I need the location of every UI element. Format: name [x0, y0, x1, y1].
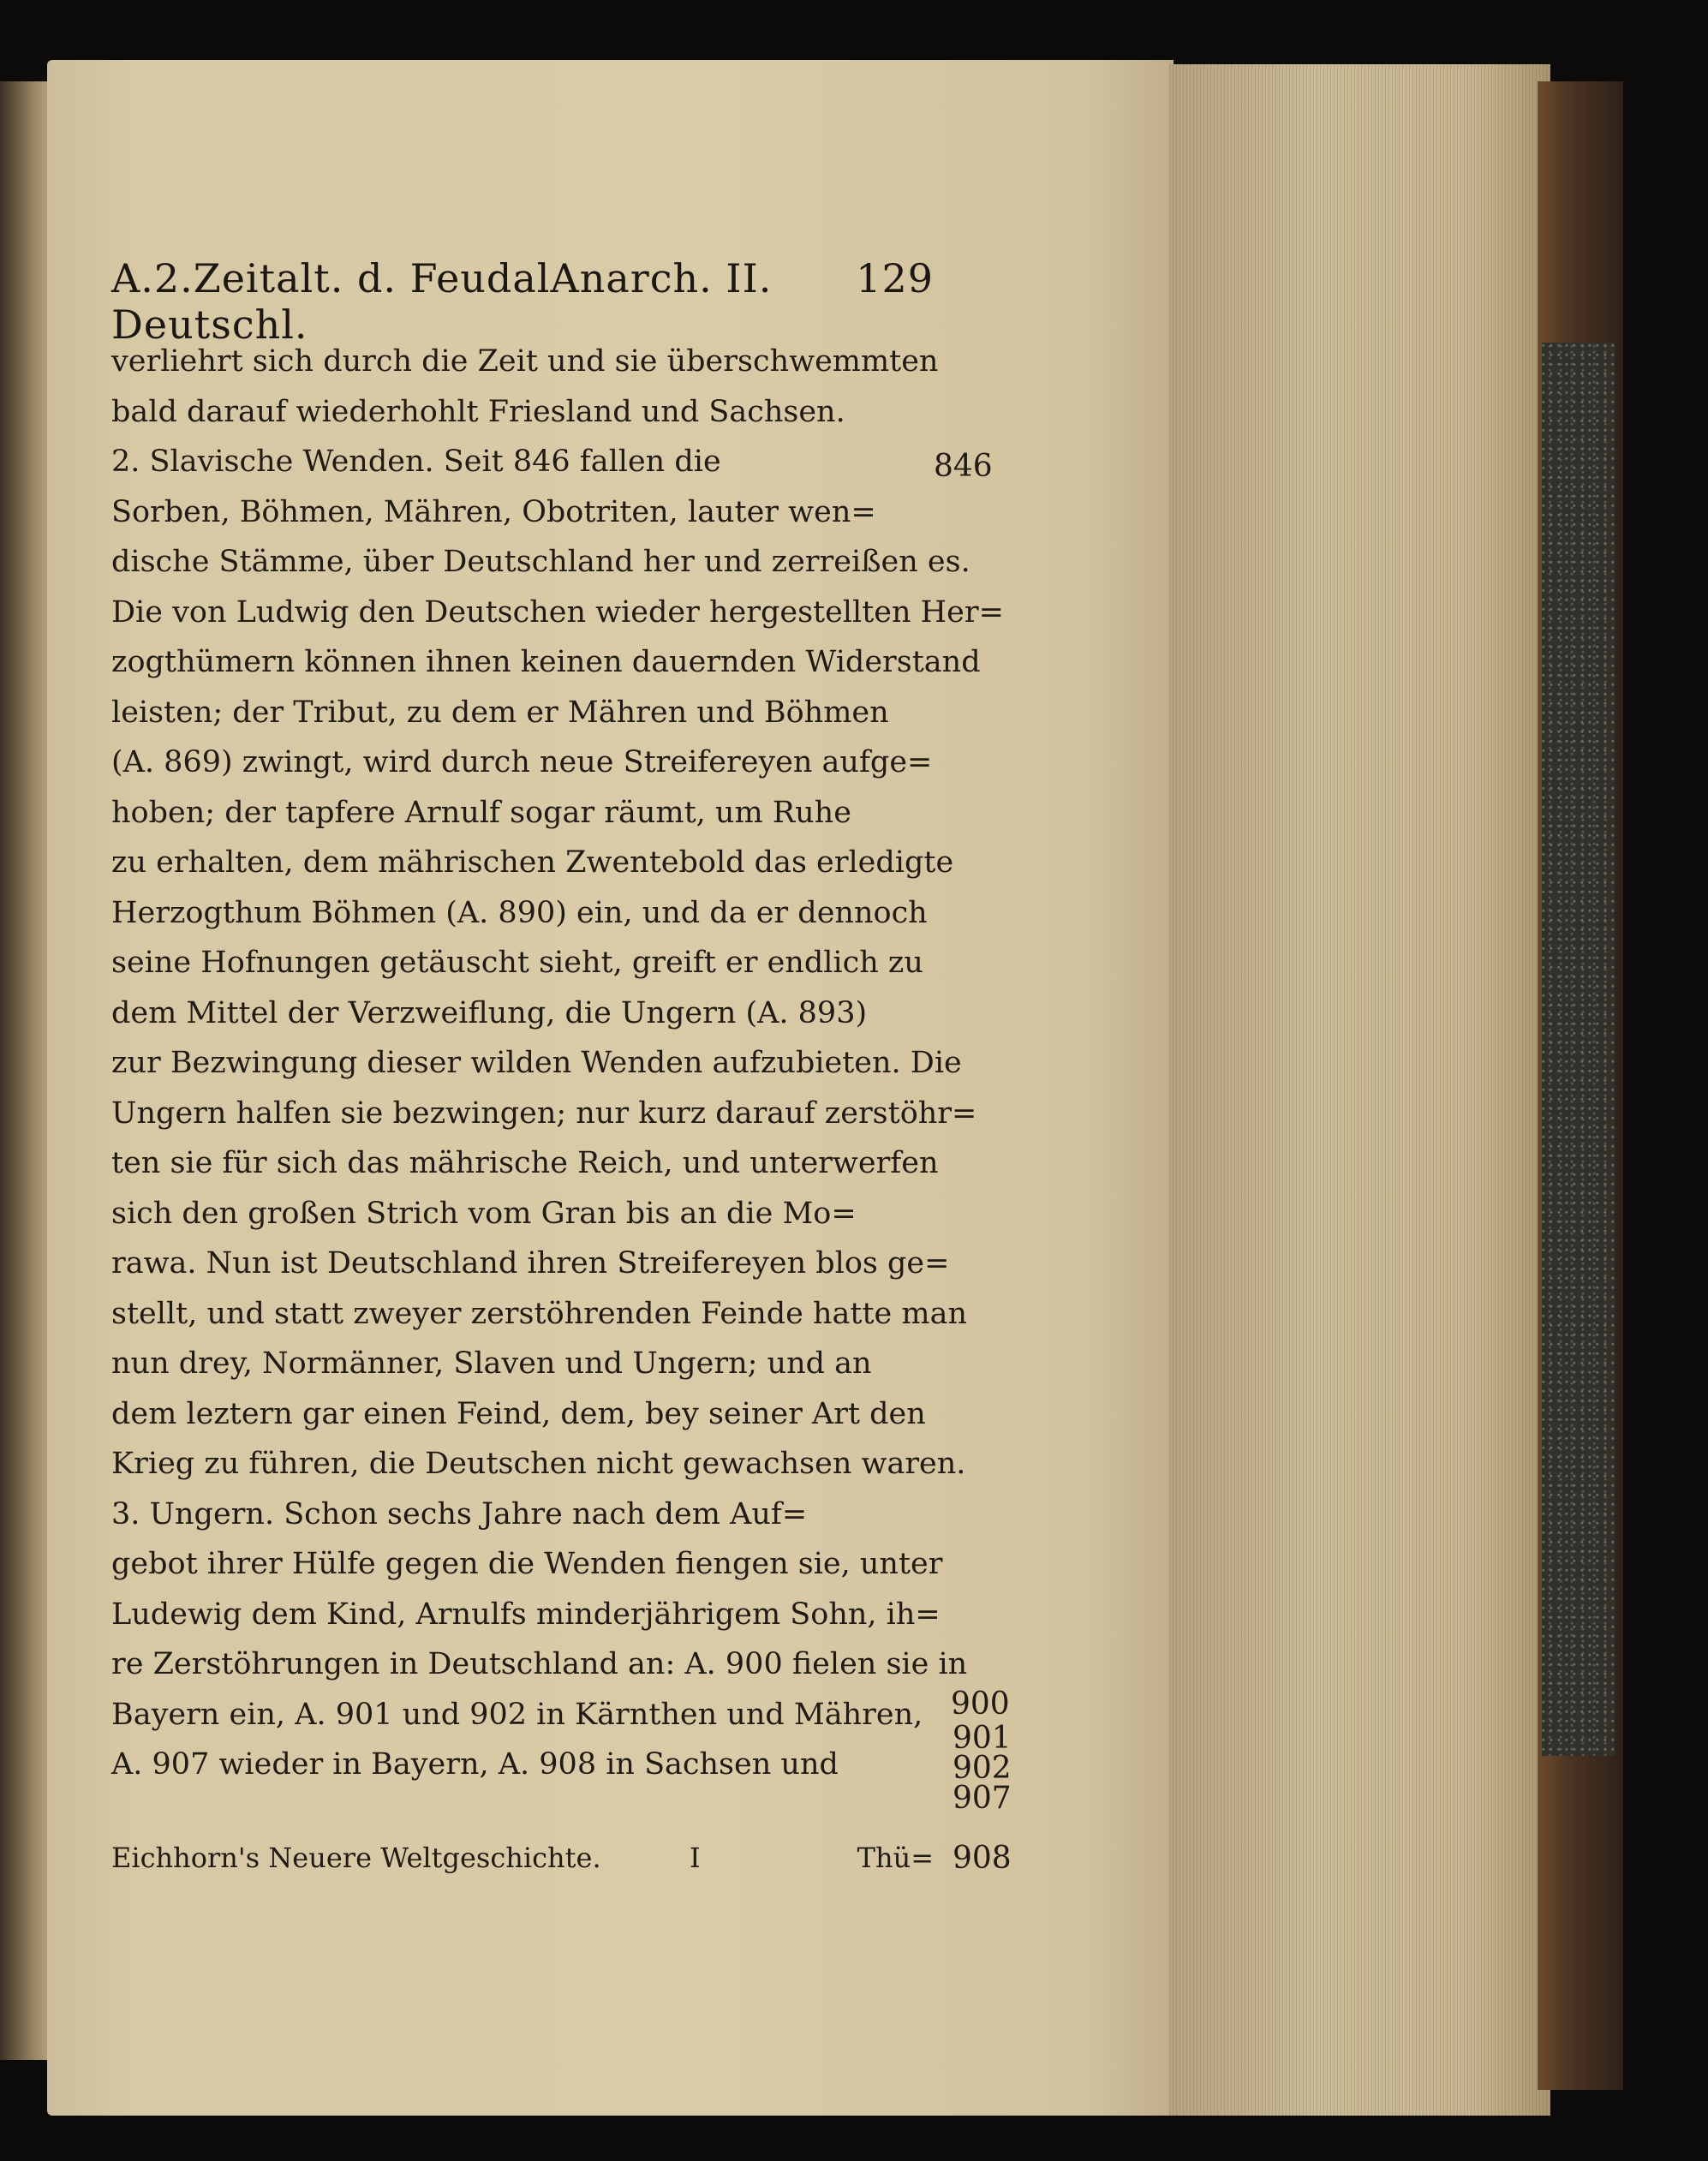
text-line: 2. Slavische Wenden. Seit 846 fallen die	[111, 445, 721, 479]
text-line: nun drey, Normänner, Slaven und Ungern; und an	[111, 1346, 872, 1381]
text-line: zogthümern können ihnen keinen dauernden Widerstand	[111, 645, 981, 679]
text-line: Bayern ein, A. 901 und 902 in Kärnthen und Mähren,	[111, 1697, 923, 1732]
text-line: Herzogthum Böhmen (A. 890) ein, und da er dennoch	[111, 895, 928, 930]
text-line: dem leztern gar einen Feind, dem, bey seiner Art den	[111, 1396, 926, 1431]
text-line: Ungern halfen sie bezwingen; nur kurz darauf zerstöhr=	[111, 1095, 977, 1131]
text-line: ten sie für sich das mährische Reich, und unterwerfen	[111, 1146, 939, 1180]
running-head	[111, 255, 934, 348]
text-line: 3. Ungern. Schon sechs Jahre nach dem Auf=	[111, 1496, 808, 1531]
text-line: Krieg zu führen, die Deutschen nicht gewachsen waren.	[111, 1447, 966, 1481]
page-number: 129	[856, 255, 934, 301]
text-line: rawa. Nun ist Deutschland ihren Streifereyen blos ge=	[111, 1246, 950, 1280]
catchword: Thü=	[857, 1842, 934, 1874]
text-line: zu erhalten, dem mährischen Zwentebold das erledigte	[111, 845, 954, 880]
text-line: stellt, und statt zweyer zerstöhrenden Feinde hatte man	[111, 1296, 967, 1331]
text-line: Die von Ludwig den Deutschen wieder hergestellten Her=	[111, 594, 1004, 630]
margin-year-note: 901	[953, 1721, 1012, 1756]
text-line: verliehrt sich durch die Zeit und sie überschwemmten	[111, 344, 939, 379]
page-block-edge	[1169, 64, 1550, 2116]
text-line: hoben; der tapfere Arnulf sogar räumt, um Ruhe	[111, 795, 851, 830]
text-line: dem Mittel der Verzweiflung, die Ungern (A. 893)	[111, 995, 868, 1030]
marbled-cover	[1542, 343, 1615, 1756]
text-line: Sorben, Böhmen, Mähren, Obotriten, lauter wen=	[111, 494, 876, 529]
sheet-mark: I	[690, 1842, 701, 1874]
text-line: leisten; der Tribut, zu dem er Mähren und Böhmen	[111, 695, 889, 730]
running-head-title: A.2.Zeitalt. d. FeudalAnarch. II. Deutschl.	[111, 255, 773, 348]
margin-year-note: 907	[953, 1781, 1012, 1816]
text-line: (A. 869) zwingt, wird durch neue Streifereyen aufge=	[111, 745, 933, 779]
margin-year-note: 902	[953, 1751, 1012, 1786]
margin-year-note: 900	[951, 1686, 1010, 1722]
margin-year-note: 908	[953, 1841, 1012, 1876]
text-line: sich den großen Strich vom Gran bis an die Mo=	[111, 1196, 857, 1231]
previous-page-edge	[0, 81, 51, 2060]
text-line: zur Bezwingung dieser wilden Wenden aufzubieten. Die	[111, 1046, 962, 1080]
margin-year-note: 846	[934, 449, 993, 484]
text-line: A. 907 wieder in Bayern, A. 908 in Sachsen und	[111, 1747, 839, 1782]
printer-signature: Eichhorn's Neuere Weltgeschichte.	[111, 1842, 601, 1874]
text-line: dische Stämme, über Deutschland her und zerreißen es.	[111, 545, 970, 579]
text-line: bald darauf wiederhohlt Friesland und Sachsen.	[111, 394, 845, 429]
text-line: seine Hofnungen getäuscht sieht, greift er endlich zu	[111, 946, 923, 980]
page-footer	[111, 1842, 934, 1888]
text-line: Ludewig dem Kind, Arnulfs minderjährigem Sohn, ih=	[111, 1597, 941, 1632]
text-line: gebot ihrer Hülfe gegen die Wenden fiengen sie, unter	[111, 1547, 943, 1581]
text-line: re Zerstöhrungen in Deutschland an: A. 900 fielen sie in	[111, 1647, 968, 1681]
